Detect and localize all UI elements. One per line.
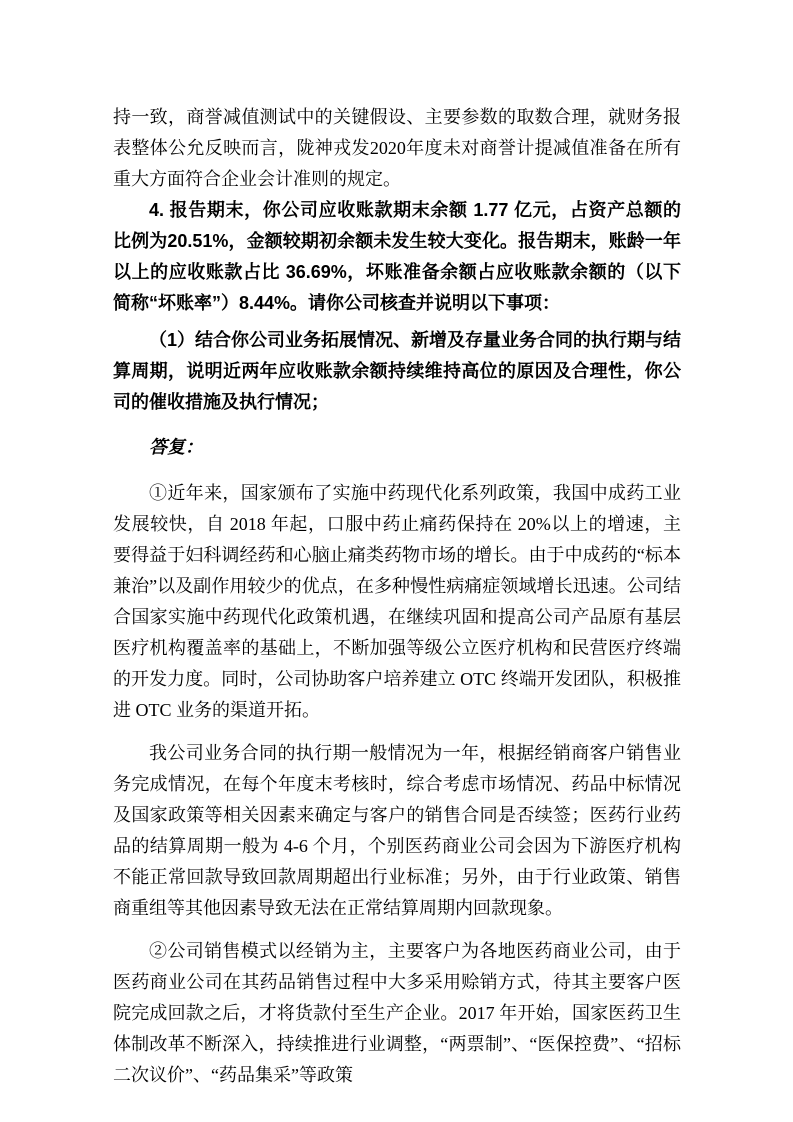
paragraph: （1）结合你公司业务拓展情况、新增及存量业务合同的执行期与结算周期，说明近两年应收账款余额持续维持高位的原因及合理性，你公司的催收措施及执行情况；: [113, 330, 682, 412]
paragraph: ②公司销售模式以经销为主，主要客户为各地医药商业公司，由于医药商业公司在其药品销售过程中大多采用赊销方式，待其主要客户医院完成回款之后，才将货款付至生产企业。2017 年开始，国家医药卫生体制改革不断深入，持续推进行业调整，“两票制”、“医保控费”、“招标二次议价”、“药品集采”等政策: [113, 941, 681, 1085]
document-content: [113, 102, 681, 1091]
paragraph: 4. 报告期末，你公司应收账款期末余额 1.77 亿元，占资产总额的比例为20.51%，金额较期初余额未发生较大变化。报告期末，账龄一年以上的应收账款占比 36.69%，坏账准备余额占应收账款余额的（以下简称“坏账率”）8.44%。请你公司核查并说明以下事项：: [113, 200, 681, 313]
paragraph: 我公司业务合同的执行期一般情况为一年，根据经销商客户销售业务完成情况，在每个年度末考核时，综合考虑市场情况、药品中标情况及国家政策等相关因素来确定与客户的销售合同是否续签；医药行业药品的结算周期一般为 4-6 个月，个别医药商业公司会因为下游医疗机构不能正常回款导致回款周期超出行业标准；另外，由于行业政策、销售商重组等其他因素导致无法在正常结算周期内回款现象。: [113, 743, 681, 918]
reply-label: 答复：: [149, 437, 203, 457]
paragraph: ①近年来，国家颁布了实施中药现代化系列政策，我国中成药工业发展较快，自 2018 年起，口服中药止痛药保持在 20%以上的增速，主要得益于妇科调经药和心脑止痛类药物市场的增长。由于中成药的“标本兼治”以及副作用较少的优点，在多种慢性病痛症领域增长迅速。公司结合国家实施中药现代化政策机遇，在继续巩固和提高公司产品原有基层医疗机构覆盖率的基础上，不断加强等级公立医疗机构和民营医疗终端的开发力度。同时，公司协助客户培养建立 OTC 终端开发团队，积极推进 OTC 业务的渠道开拓。: [113, 483, 681, 720]
paragraph: 持一致，商誉减值测试中的关键假设、主要参数的取数合理，就财务报表整体公允反映而言，陇神戎发2020年度未对商誉计提减值准备在所有重大方面符合企业会计准则的规定。: [113, 107, 681, 189]
